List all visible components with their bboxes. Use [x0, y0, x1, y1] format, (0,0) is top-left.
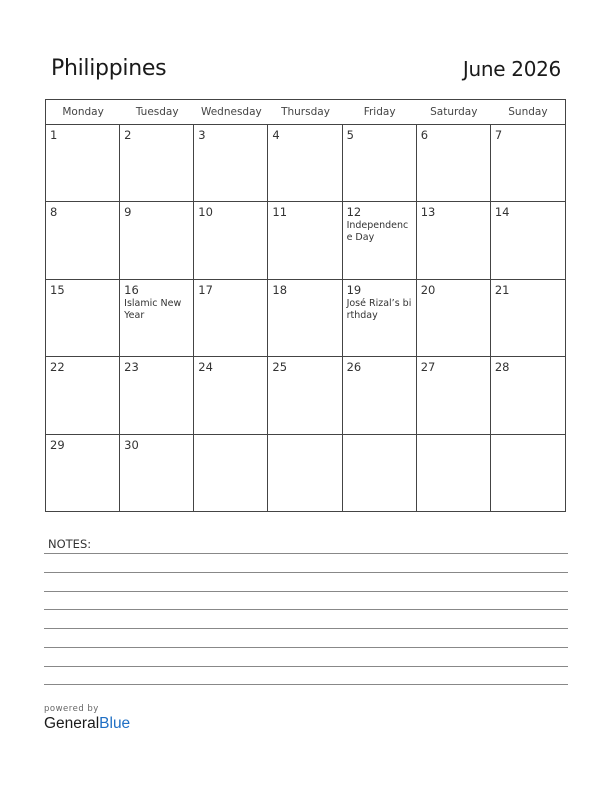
week-row — [46, 125, 565, 202]
day-number: 11 — [272, 205, 288, 220]
day-number: 26 — [346, 360, 362, 375]
day-number: 6 — [420, 128, 429, 142]
day-number: 2 — [124, 128, 132, 142]
day-cell[interactable] — [46, 202, 120, 278]
day-cell[interactable] — [491, 435, 565, 512]
day-number: 10 — [198, 205, 213, 220]
footer-logo — [44, 704, 130, 733]
day-number: 8 — [50, 205, 58, 220]
holiday-label: José Rizal’s birthday — [346, 297, 412, 321]
day-cell[interactable] — [417, 202, 491, 278]
weekday-saturday: Saturday — [430, 106, 478, 118]
day-number: 14 — [494, 205, 510, 220]
notes-line — [44, 666, 568, 667]
calendar-grid — [45, 99, 566, 512]
day-cell[interactable] — [343, 357, 417, 433]
day-cell[interactable] — [343, 202, 417, 278]
day-number: 24 — [198, 360, 213, 375]
day-cell[interactable] — [343, 125, 417, 201]
day-cell[interactable] — [491, 202, 565, 278]
country-title: Philippines — [51, 56, 167, 81]
day-cell[interactable] — [491, 280, 565, 356]
weekday-tuesday: Tuesday — [135, 106, 179, 118]
day-number: 1 — [50, 128, 58, 142]
day-number: 29 — [50, 437, 65, 452]
week-row — [46, 202, 565, 279]
day-cell[interactable] — [46, 125, 120, 201]
day-cell[interactable] — [194, 357, 268, 433]
holiday-label: Independence Day — [346, 220, 409, 244]
day-cell[interactable] — [268, 202, 342, 278]
day-number: 18 — [272, 282, 288, 297]
day-cell[interactable] — [417, 125, 491, 201]
weekday-header-row — [46, 100, 565, 125]
day-cell[interactable] — [194, 280, 268, 356]
day-cell[interactable] — [46, 435, 120, 512]
day-cell[interactable] — [268, 435, 342, 512]
calendar-weeks — [46, 125, 565, 512]
day-number: 21 — [494, 282, 510, 297]
notes-line — [44, 647, 568, 648]
day-number: 25 — [272, 360, 288, 375]
day-number: 28 — [494, 360, 510, 375]
day-cell[interactable] — [46, 357, 120, 433]
day-cell[interactable] — [491, 125, 565, 201]
day-cell[interactable] — [194, 435, 268, 512]
day-cell[interactable] — [120, 435, 194, 512]
notes-line — [44, 609, 568, 610]
holiday-label: Islamic New Year — [124, 297, 182, 321]
day-cell[interactable] — [417, 280, 491, 356]
brand-logo — [44, 715, 130, 733]
week-row — [46, 280, 565, 357]
day-cell[interactable] — [120, 280, 194, 356]
day-number: 17 — [198, 282, 213, 297]
notes-line — [44, 553, 568, 554]
day-number: 22 — [50, 360, 65, 375]
day-cell[interactable] — [343, 280, 417, 356]
day-cell[interactable] — [194, 202, 268, 278]
weekday-sunday: Sunday — [508, 106, 548, 118]
day-number: 9 — [124, 205, 132, 220]
weekday-friday: Friday — [363, 106, 396, 118]
day-number: 27 — [420, 360, 436, 375]
weekday-wednesday: Wednesday — [200, 106, 262, 118]
day-cell[interactable] — [194, 125, 268, 201]
notes-line — [44, 572, 568, 573]
day-number: 7 — [494, 128, 503, 142]
notes-label: NOTES: — [48, 537, 92, 551]
day-number: 12 — [346, 205, 362, 220]
day-cell[interactable] — [46, 280, 120, 356]
day-number: 5 — [346, 128, 354, 142]
day-number: 15 — [50, 282, 65, 297]
day-number: 23 — [124, 360, 139, 375]
day-cell[interactable] — [268, 280, 342, 356]
brand-general: General — [44, 715, 100, 732]
notes-line — [44, 628, 568, 629]
month-year-title: June 2026 — [462, 57, 561, 81]
week-row — [46, 435, 565, 512]
day-cell[interactable] — [120, 202, 194, 278]
day-number: 16 — [124, 282, 139, 297]
day-cell[interactable] — [120, 125, 194, 201]
day-number: 4 — [272, 128, 280, 142]
day-number: 13 — [420, 205, 436, 220]
day-cell[interactable] — [268, 125, 342, 201]
day-number: 30 — [124, 437, 139, 452]
weekday-thursday: Thursday — [281, 106, 330, 118]
day-number: 19 — [346, 282, 362, 297]
day-cell[interactable] — [491, 357, 565, 433]
day-cell[interactable] — [417, 435, 491, 512]
week-row — [46, 357, 565, 434]
notes-line — [44, 591, 568, 592]
notes-line — [44, 684, 568, 685]
day-cell[interactable] — [120, 357, 194, 433]
day-cell[interactable] — [417, 357, 491, 433]
weekday-monday: Monday — [62, 106, 104, 118]
day-number: 3 — [198, 128, 206, 142]
powered-by-text: powered by — [44, 704, 99, 714]
day-cell[interactable] — [343, 435, 417, 512]
day-number: 20 — [420, 282, 436, 297]
brand-blue: Blue — [99, 715, 131, 732]
day-cell[interactable] — [268, 357, 342, 433]
